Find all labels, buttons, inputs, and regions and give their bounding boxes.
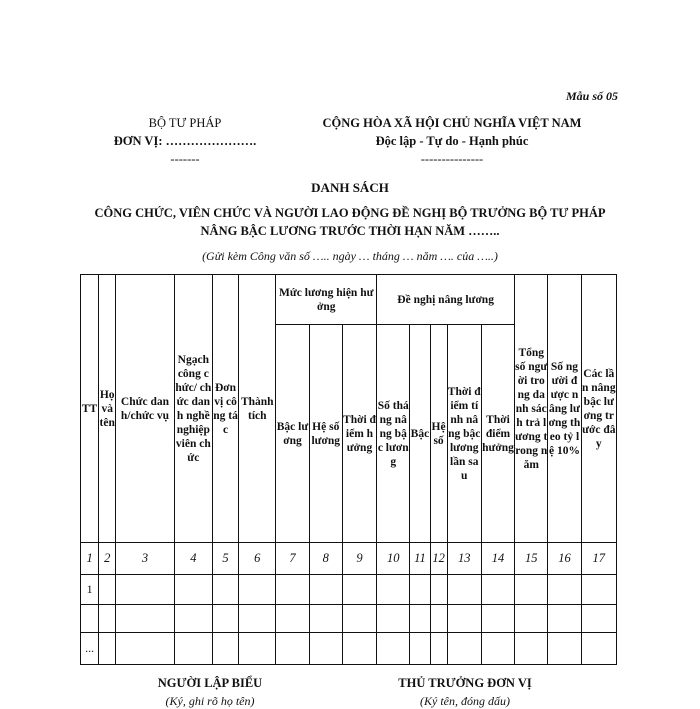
col-header-10: Số tháng nâng bậc lương (377, 325, 410, 543)
column-number: 5 (212, 543, 238, 575)
table-cell (447, 633, 481, 665)
table-cell (377, 605, 410, 633)
table-cell (481, 575, 514, 605)
table-cell (309, 633, 342, 665)
col-header-2: Họ và tên (99, 275, 116, 543)
document-subtitle: CÔNG CHỨC, VIÊN CHỨC VÀ NGƯỜI LAO ĐỘNG ĐỀ NGHỊ BỘ TRƯỞNG BỘ TƯ PHÁP NÂNG BẬC LƯƠNG TRƯỚC THỜI HẠN NĂM …….. (94, 206, 606, 238)
right-divider: --------------- (420, 152, 484, 166)
salary-table (80, 274, 617, 665)
col-header-1: TT (81, 275, 99, 543)
col-group-current-salary: Mức lương hiện hưởng (276, 275, 377, 325)
column-number: 1 (81, 543, 99, 575)
table-cell (99, 575, 116, 605)
preparer-hint: (Ký, ghi rõ họ tên) (165, 694, 255, 708)
table-cell (430, 605, 447, 633)
column-number: 14 (481, 543, 514, 575)
column-number: 6 (239, 543, 276, 575)
col-header-15: Tổng số người trong danh sách trả lương trong năm (515, 275, 548, 543)
table-cell (548, 605, 581, 633)
column-number: 9 (342, 543, 376, 575)
column-number: 2 (99, 543, 116, 575)
head-of-unit-title: THỦ TRƯỞNG ĐƠN VỊ (398, 676, 532, 690)
column-number: 12 (430, 543, 447, 575)
table-cell (410, 575, 430, 605)
table-cell (515, 633, 548, 665)
document-title: DANH SÁCH (311, 180, 389, 195)
col-header-8: Hệ số lương (309, 325, 342, 543)
col-header-14: Thời điểm hưởng (481, 325, 514, 543)
table-cell (212, 605, 238, 633)
table-cell (581, 605, 616, 633)
table-cell (377, 633, 410, 665)
col-header-9: Thời điểm hưởng (342, 325, 376, 543)
table-cell (174, 633, 212, 665)
table-cell (342, 633, 376, 665)
col-group-proposed-raise: Đề nghị nâng lương (377, 275, 515, 325)
table-cell (309, 605, 342, 633)
table-cell (309, 575, 342, 605)
column-number: 16 (548, 543, 581, 575)
preparer-title: NGƯỜI LẬP BIỂU (157, 676, 263, 690)
row-index: 1 (81, 575, 99, 605)
col-header-3: Chức danh/chức vụ (116, 275, 174, 543)
header-row-1 (81, 275, 617, 325)
table-cell (239, 605, 276, 633)
column-number: 11 (410, 543, 430, 575)
table-cell (212, 575, 238, 605)
table-cell (410, 633, 430, 665)
col-header-11: Bậc (410, 325, 430, 543)
table-cell (447, 605, 481, 633)
table-cell (481, 633, 514, 665)
table-cell (239, 633, 276, 665)
table-cell (342, 605, 376, 633)
table-cell (212, 633, 238, 665)
column-number: 17 (581, 543, 616, 575)
header-left (95, 114, 275, 168)
col-header-4: Ngạch công chức/ chức danh nghề nghiệp viên chức (174, 275, 212, 543)
col-header-6: Thành tích (239, 275, 276, 543)
table-cell (276, 633, 309, 665)
column-number: 7 (276, 543, 309, 575)
table-cell (99, 605, 116, 633)
national-motto: Độc lập - Tự do - Hạnh phúc (375, 134, 529, 148)
row-index: ... (81, 633, 99, 665)
table-row (81, 605, 617, 633)
col-header-5: Đơn vị công tác (212, 275, 238, 543)
table-cell (116, 575, 174, 605)
col-header-13: Thời điểm tính nâng bậc lương lần sau (447, 325, 481, 543)
table-cell (174, 575, 212, 605)
table-cell (515, 575, 548, 605)
ministry-name: BỘ TƯ PHÁP (148, 116, 222, 130)
column-number: 4 (174, 543, 212, 575)
table-cell (377, 575, 410, 605)
table-cell (548, 575, 581, 605)
table-cell (410, 605, 430, 633)
row-index (81, 605, 99, 633)
header-right (292, 114, 612, 168)
table-cell (430, 633, 447, 665)
table-cell (276, 575, 309, 605)
table-cell (239, 575, 276, 605)
left-divider: ------- (170, 152, 200, 166)
column-number: 8 (309, 543, 342, 575)
table-cell (342, 575, 376, 605)
col-header-17: Các lần nâng bậc lương trước đây (581, 275, 616, 543)
unit-name: ĐƠN VỊ: …………………. (113, 134, 257, 148)
table-cell (116, 633, 174, 665)
column-number: 15 (515, 543, 548, 575)
signature-preparer (120, 676, 300, 709)
column-number: 10 (377, 543, 410, 575)
table-cell (481, 605, 514, 633)
table-cell (581, 633, 616, 665)
col-header-16: Số người được nâng lương theo tỷ lệ 10% (548, 275, 581, 543)
table-cell (548, 633, 581, 665)
column-number-row (81, 543, 617, 575)
table-cell (174, 605, 212, 633)
table-cell (447, 575, 481, 605)
table-cell (515, 605, 548, 633)
table-cell (99, 633, 116, 665)
column-number: 3 (116, 543, 174, 575)
table-cell (581, 575, 616, 605)
document-note: (Gửi kèm Công văn số ….. ngày … tháng … năm …. của …..) (202, 249, 498, 263)
signature-head-of-unit (355, 676, 575, 709)
column-number: 13 (447, 543, 481, 575)
col-header-12: Hệ số (430, 325, 447, 543)
head-of-unit-hint: (Ký tên, đóng dấu) (420, 694, 510, 708)
country-name: CỘNG HÒA XÃ HỘI CHỦ NGHĨA VIỆT NAM (322, 116, 582, 130)
table-row (81, 633, 617, 665)
form-number: Mẫu số 05 (565, 89, 618, 103)
col-header-7: Bậc lương (276, 325, 309, 543)
table-cell (276, 605, 309, 633)
table-cell (116, 605, 174, 633)
table-row (81, 575, 617, 605)
table-cell (430, 575, 447, 605)
